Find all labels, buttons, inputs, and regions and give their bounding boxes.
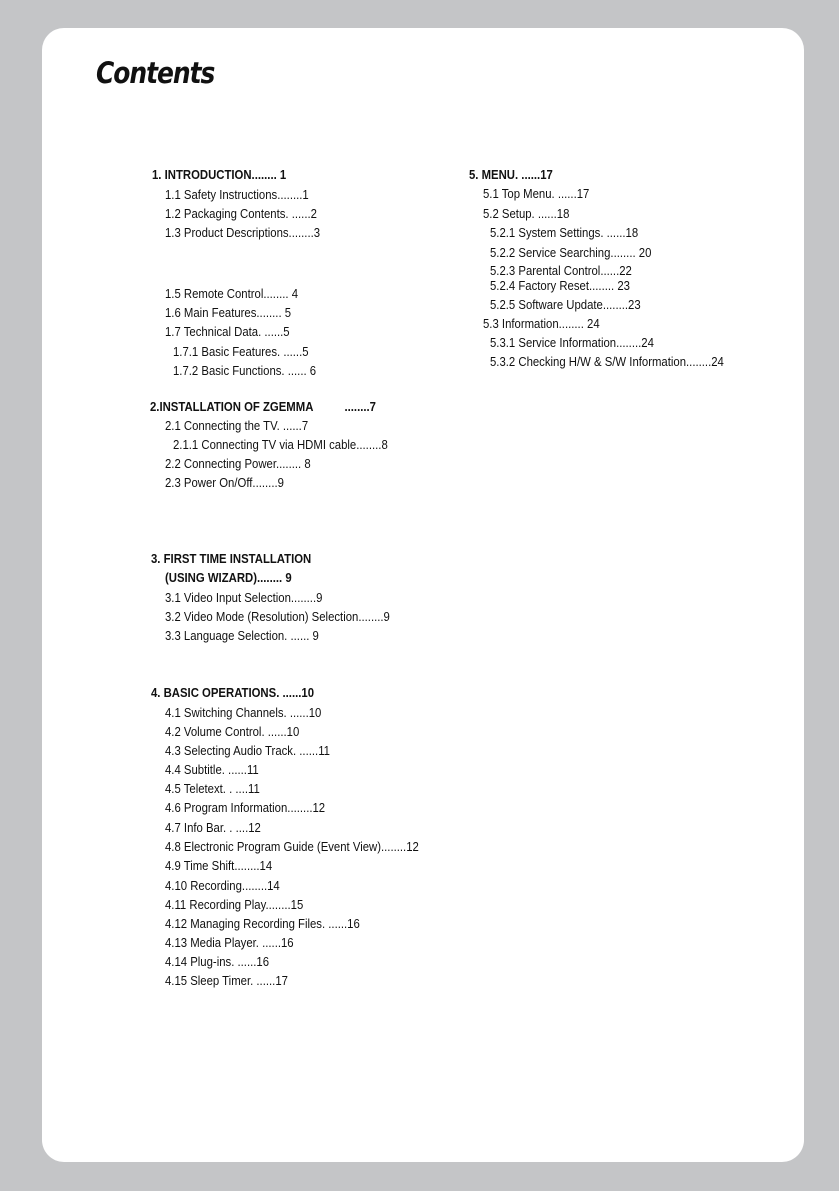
toc-item: 3.2 Video Mode (Resolution) Selection........9 [165, 609, 390, 624]
toc-heading-installation: 2.INSTALLATION OF ZGEMMA ........7 [150, 399, 376, 414]
toc-item: 4.12 Managing Recording Files. ......16 [165, 916, 360, 931]
toc-heading-first-time-installation-sub: (USING WIZARD)........ 9 [165, 570, 292, 585]
toc-item: 5.1 Top Menu. ......17 [483, 186, 590, 201]
toc-item: 4.5 Teletext. . ....11 [165, 781, 260, 796]
page-title: Contents [96, 56, 215, 90]
toc-item: 5.2.2 Service Searching........ 20 [490, 245, 652, 260]
toc-heading-introduction: 1. INTRODUCTION........ 1 [152, 167, 287, 182]
toc-item: 1.7.1 Basic Features. ......5 [173, 344, 309, 359]
toc-item: 5.3 Information........ 24 [483, 316, 600, 331]
toc-item: 4.1 Switching Channels. ......10 [165, 705, 322, 720]
toc-item: 1.7 Technical Data. ......5 [165, 324, 290, 339]
toc-heading-first-time-installation: 3. FIRST TIME INSTALLATION [151, 551, 312, 566]
toc-item: 2.3 Power On/Off........9 [165, 475, 284, 490]
toc-item: 4.4 Subtitle. ......11 [165, 762, 259, 777]
toc-item: 5.3.1 Service Information........24 [490, 335, 654, 350]
toc-item: 4.3 Selecting Audio Track. ......11 [165, 743, 330, 758]
toc-item: 5.2.4 Factory Reset........ 23 [490, 278, 630, 293]
toc-item: 1.7.2 Basic Functions. ...... 6 [173, 363, 317, 378]
toc-item: 4.13 Media Player. ......16 [165, 935, 294, 950]
toc-item: 4.14 Plug-ins. ......16 [165, 954, 270, 969]
toc-item: 4.15 Sleep Timer. ......17 [165, 973, 288, 988]
toc-item: 4.7 Info Bar. . ....12 [165, 820, 261, 835]
toc-item: 1.2 Packaging Contents. ......2 [165, 206, 317, 221]
toc-item: 5.2.5 Software Update........23 [490, 297, 641, 312]
toc-item: 3.1 Video Input Selection........9 [165, 590, 323, 605]
toc-item: 2.1.1 Connecting TV via HDMI cable........8 [173, 437, 388, 452]
toc-item: 1.6 Main Features........ 5 [165, 305, 292, 320]
toc-item: 5.2 Setup. ......18 [483, 206, 570, 221]
toc-item: 4.2 Volume Control. ......10 [165, 724, 300, 739]
toc-item: 4.8 Electronic Program Guide (Event View)........12 [165, 839, 419, 854]
toc-item: 4.10 Recording........14 [165, 878, 280, 893]
toc-item: 2.2 Connecting Power........ 8 [165, 456, 311, 471]
toc-item: 5.3.2 Checking H/W & S/W Information........24 [490, 354, 724, 369]
toc-item: 3.3 Language Selection. ...... 9 [165, 628, 319, 643]
document-page [42, 28, 804, 1162]
toc-heading-menu: 5. MENU. ......17 [469, 167, 553, 182]
toc-item: 5.2.1 System Settings. ......18 [490, 225, 639, 240]
toc-heading-basic-operations: 4. BASIC OPERATIONS. ......10 [151, 685, 315, 700]
toc-item: 4.11 Recording Play........15 [165, 897, 304, 912]
toc-item: 1.3 Product Descriptions........3 [165, 225, 321, 240]
toc-item: 4.6 Program Information........12 [165, 800, 326, 815]
toc-item: 5.2.3 Parental Control......22 [490, 263, 632, 278]
toc-item: 2.1 Connecting the TV. ......7 [165, 418, 309, 433]
toc-item: 4.9 Time Shift........14 [165, 858, 273, 873]
toc-item: 1.5 Remote Control........ 4 [165, 286, 299, 301]
toc-item: 1.1 Safety Instructions........1 [165, 187, 309, 202]
